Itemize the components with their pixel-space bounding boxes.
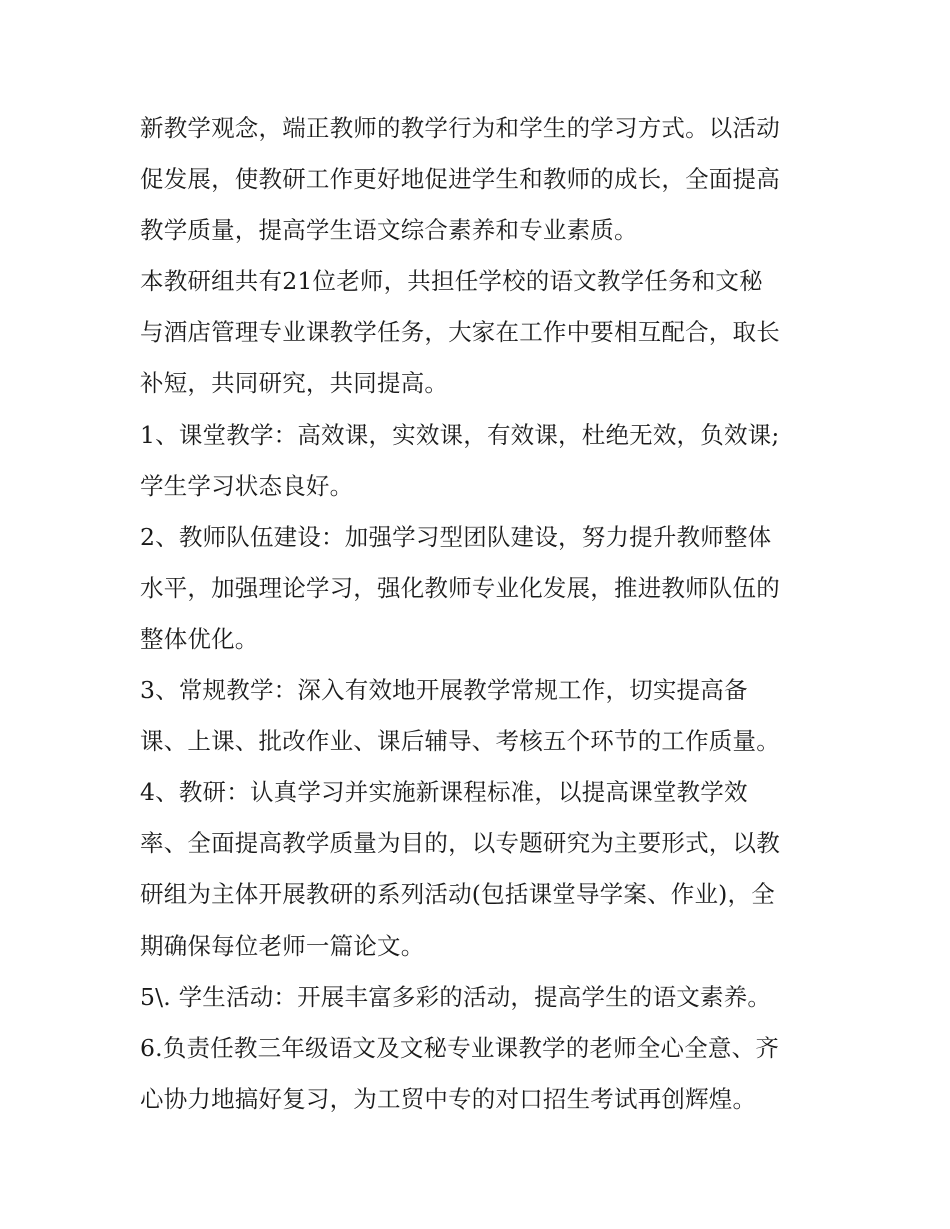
text-line: 3、常规教学：深入有效地开展教学常规工作，切实提高备 — [140, 676, 748, 705]
text-line: 补短，共同研究，共同提高。 — [140, 369, 449, 398]
text-line: 2、教师队伍建设：加强学习型团队建设，努力提升教师整体 — [140, 522, 772, 551]
text-line: 新教学观念，端正教师的教学行为和学生的学习方式。以活动 — [140, 114, 780, 142]
text-line: 本教研组共有21位老师，共担任学校的语文教学任务和文秘 — [140, 267, 763, 296]
text-line: 学生学习状态良好。 — [140, 471, 354, 500]
text-line: 期确保每位老师一篇论文。 — [140, 931, 425, 960]
text-line: 与酒店管理专业课教学任务，大家在工作中要相互配合，取长 — [140, 318, 780, 347]
text-line: 整体优化。 — [140, 624, 259, 653]
text-line: 研组为主体开展教研的系列活动(包括课堂导学案、作业)，全 — [140, 880, 775, 909]
text-line: 促发展，使教研工作更好地促进学生和教师的成长，全面提高 — [140, 165, 780, 194]
text-line: 6.负责任教三年级语文及文秘专业课教学的老师全心全意、齐 — [140, 1033, 780, 1062]
text-line: 5\. 学生活动：开展丰富多彩的活动，提高学生的语文素养。 — [140, 982, 772, 1011]
text-line: 率、全面提高教学质量为目的，以专题研究为主要形式，以教 — [140, 829, 780, 858]
text-line: 课、上课、批改作业、课后辅导、考核五个环节的工作质量。 — [140, 727, 780, 756]
text-line: 1、课堂教学：高效课，实效课，有效课，杜绝无效，负效课; — [140, 420, 780, 449]
text-line: 心协力地搞好复习，为工贸中专的对口招生考试再创辉煌。 — [140, 1084, 757, 1113]
text-line: 水平，加强理论学习，强化教师专业化发展，推进教师队伍的 — [140, 573, 780, 602]
text-line: 4、教研：认真学习并实施新课程标准，以提高课堂教学效 — [140, 778, 748, 807]
document-text — [140, 103, 830, 1125]
text-line: 教学质量，提高学生语文综合素养和专业素质。 — [140, 216, 638, 245]
